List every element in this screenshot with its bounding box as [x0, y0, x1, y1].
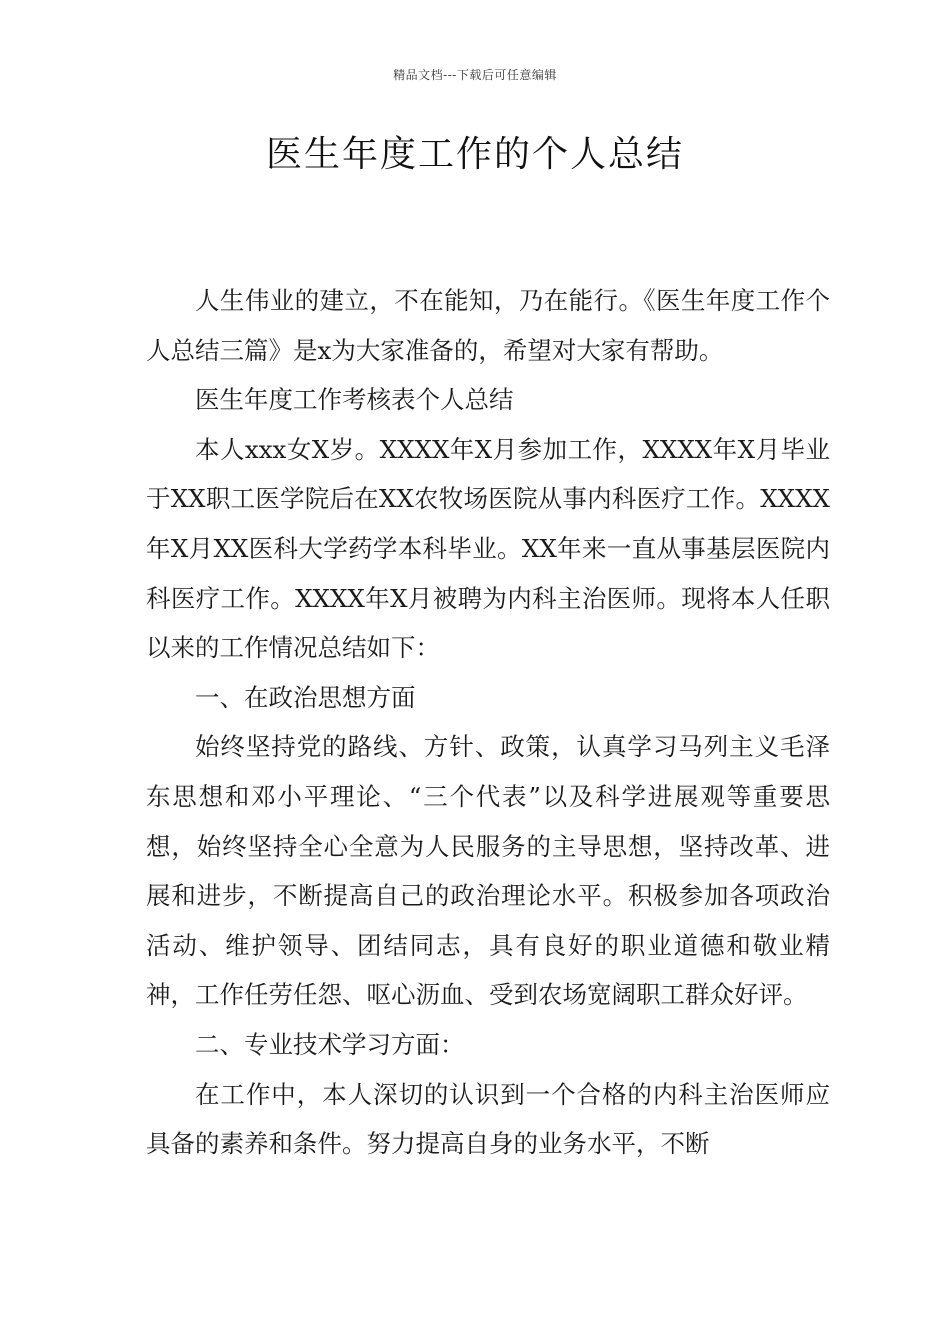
paragraph-personal-info: 本人xxx女X岁。XXXX年X月参加工作，XXXX年X月毕业于XX职工医学院后在XX农牧场医院从事内科医疗工作。XXXX年X月XX医科大学药学本科毕业。XX年来一直从事基层医院内科医疗工作。XXXX年X月被聘为内科主治医师。现将本人任职以来的工作情况总结如下：	[146, 434, 830, 663]
document-body	[146, 276, 830, 1169]
section-heading-political: 一、在政治思想方面	[195, 682, 416, 712]
header-note: 精品文档---下载后可任意编辑	[393, 68, 557, 82]
paragraph-subtitle: 医生年度工作考核表个人总结	[195, 385, 514, 415]
paragraph-political: 始终坚持党的路线、方针、政策，认真学习马列主义毛泽东思想和邓小平理论、“三个代表”以及科学进展观等重要思想，始终坚持全心全意为人民服务的主导思想，坚持改革、进展和进步，不断提高自己的政治理论水平。积极参加各项政治活动、维护领导、团结同志，具有良好的职业道德和敬业精神，工作任劳任怨、呕心沥血、受到农场宽阔职工群众好评。	[146, 732, 830, 1010]
section-heading-professional: 二、专业技术学习方面：	[195, 1029, 465, 1059]
document-title: 医生年度工作的个人总结	[265, 134, 684, 175]
paragraph-professional: 在工作中，本人深切的认识到一个合格的内科主治医师应具备的素养和条件。努力提高自身的业务水平，不断	[146, 1079, 830, 1159]
paragraph-intro: 人生伟业的建立，不在能知，乃在能行。《医生年度工作个人总结三篇》是x为大家准备的，希望对大家有帮助。	[146, 286, 830, 365]
